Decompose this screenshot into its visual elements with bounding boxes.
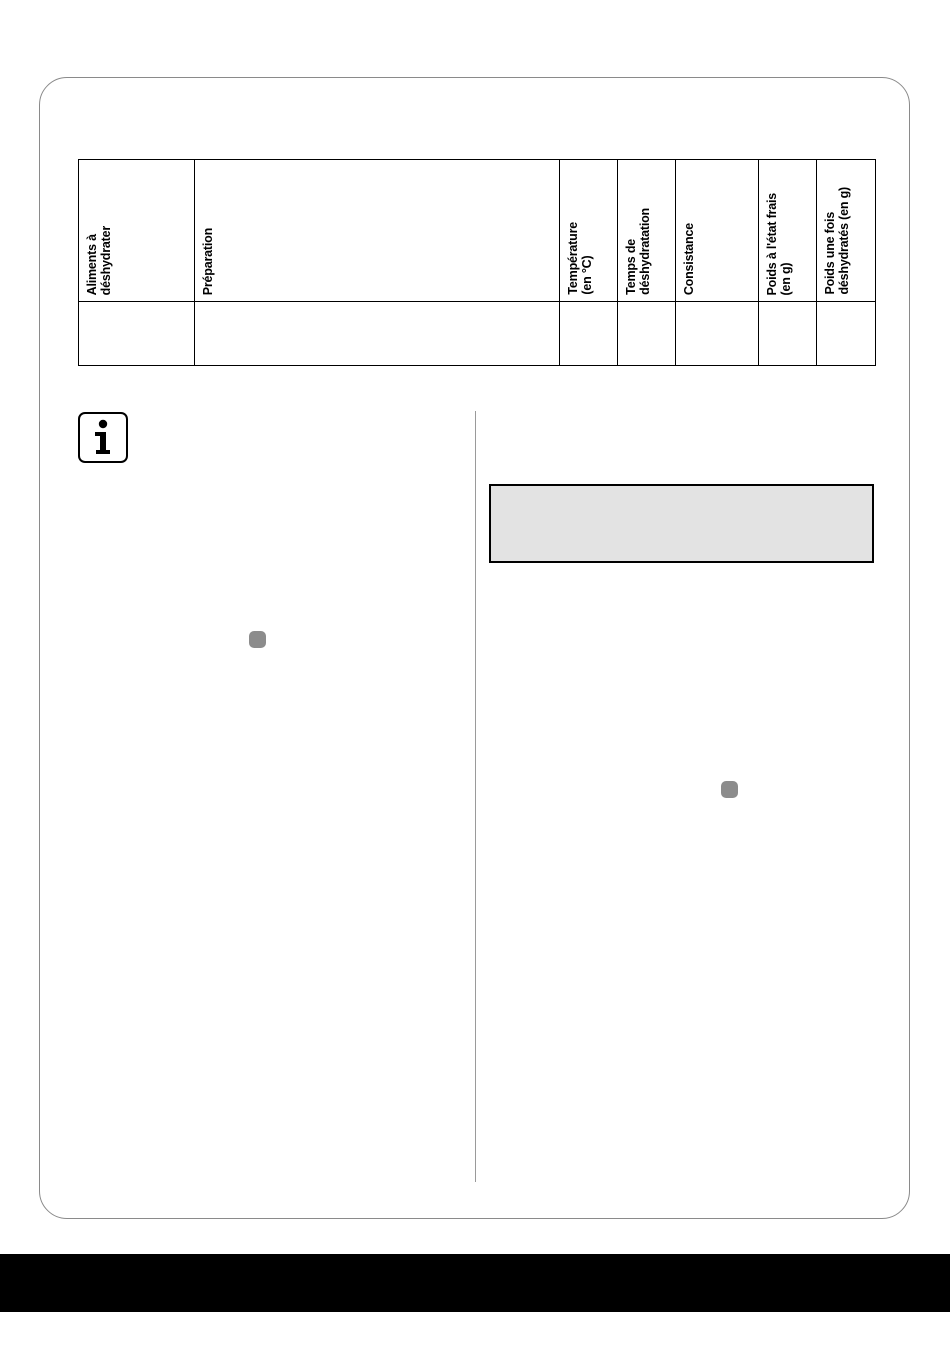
dehydration-table-container	[78, 159, 875, 365]
table-cell	[676, 302, 759, 366]
header-label-temperature: Température (en °C)	[566, 222, 594, 295]
column-divider	[475, 411, 476, 1182]
column-header-food	[79, 160, 195, 302]
bullet-square-icon	[249, 631, 266, 648]
highlight-box	[489, 484, 874, 563]
header-label-dried-weight: Poids une fois déshydratés (en g)	[823, 187, 851, 295]
table-row	[79, 302, 876, 366]
column-header-fresh-weight	[759, 160, 817, 302]
table-cell	[618, 302, 676, 366]
footer-bar	[0, 1254, 950, 1312]
column-header-dried-weight	[817, 160, 876, 302]
column-header-temperature	[560, 160, 618, 302]
column-header-time	[618, 160, 676, 302]
header-label-food: Aliments à déshydrater	[85, 225, 113, 295]
table-cell	[817, 302, 876, 366]
info-glyph-icon	[80, 414, 126, 461]
column-header-consistency	[676, 160, 759, 302]
table-header-row	[79, 160, 876, 302]
bullet-square-icon	[721, 781, 738, 798]
header-label-preparation: Préparation	[201, 227, 215, 295]
table-cell	[195, 302, 560, 366]
header-label-time: Temps de déshydratation	[624, 208, 652, 295]
table-cell	[759, 302, 817, 366]
table-cell	[560, 302, 618, 366]
header-label-fresh-weight: Poids à l'état frais (en g)	[765, 192, 793, 295]
info-icon	[78, 412, 128, 463]
header-label-consistency: Consistance	[682, 222, 696, 295]
column-header-preparation	[195, 160, 560, 302]
dehydration-table	[78, 159, 876, 366]
table-cell	[79, 302, 195, 366]
